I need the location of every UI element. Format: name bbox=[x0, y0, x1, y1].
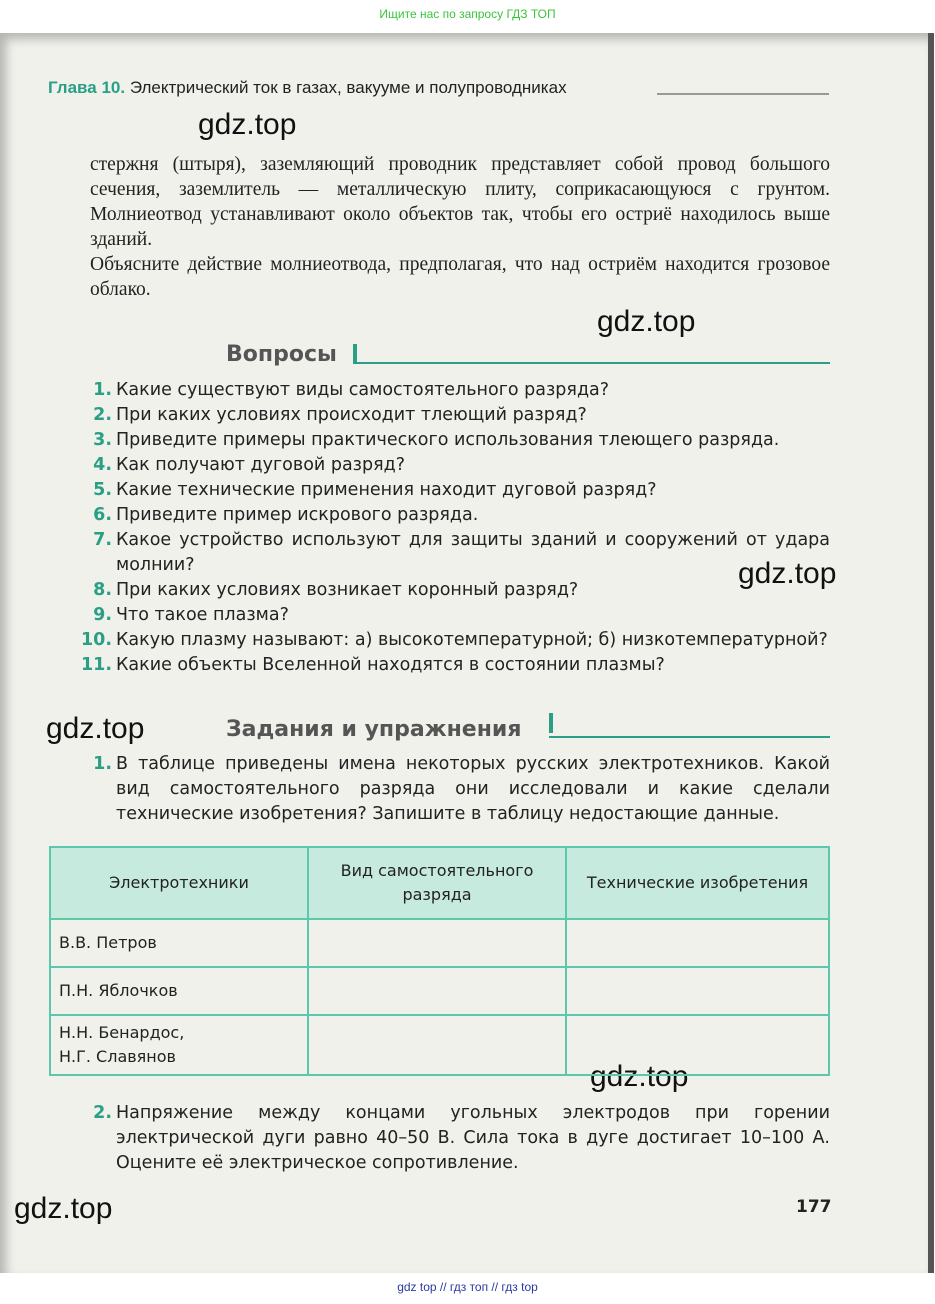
column-header: Технические изобретения bbox=[566, 847, 829, 919]
heading-rule bbox=[353, 362, 830, 364]
question-text: При каких условиях возникает коронный разряд? bbox=[116, 580, 579, 600]
footer-links[interactable]: gdz top // гдз топ // гдз top bbox=[397, 1280, 538, 1294]
paragraph-text: Объясните действие молниеотвода, предполагая, что над остриём находится грозовое облако. bbox=[90, 254, 830, 300]
question-text: Какие существуют виды самостоятельного разряда? bbox=[116, 380, 610, 400]
question-text: Приведите пример искрового разряда. bbox=[116, 505, 479, 525]
table-cell: Н.Н. Бенардос, Н.Г. Славянов bbox=[50, 1015, 308, 1075]
question-item bbox=[78, 503, 830, 528]
question-number: 4. bbox=[93, 455, 112, 475]
page-number: 177 bbox=[796, 1197, 832, 1217]
table-row bbox=[50, 919, 829, 967]
task-number: 1. bbox=[93, 754, 112, 774]
watermark: gdz.top bbox=[198, 108, 297, 141]
heading-rule bbox=[549, 736, 830, 738]
heading-bar bbox=[353, 344, 357, 364]
task-text: В таблице приведены имена некоторых русских электротехников. Какой вид самостоятельного разряда они исследовали и какие сделали технические изобретения? Запишите в таблицу недостающие данные. bbox=[116, 754, 830, 824]
task-number: 2. bbox=[93, 1103, 112, 1123]
watermark: gdz.top bbox=[14, 1192, 113, 1225]
electrical-engineers-table bbox=[49, 846, 830, 1076]
watermark: gdz.top bbox=[590, 1060, 689, 1093]
table-row bbox=[50, 1015, 829, 1075]
chapter-label: Глава 10. bbox=[48, 78, 126, 97]
task-text: Напряжение между концами угольных электродов при горении электрической дуги равно 40–50 В. Сила тока в дуге достигает 10–100 А. Оцените её электрическое сопротивление. bbox=[116, 1103, 830, 1173]
question-item bbox=[78, 653, 830, 678]
question-item bbox=[78, 528, 830, 578]
question-item bbox=[78, 453, 830, 478]
question-item bbox=[78, 628, 830, 653]
question-number: 7. bbox=[93, 530, 112, 550]
heading-bar bbox=[549, 713, 553, 733]
table-cell[interactable] bbox=[566, 967, 829, 1015]
watermark: gdz.top bbox=[597, 305, 696, 338]
task-1 bbox=[78, 752, 830, 827]
header-rule bbox=[657, 93, 829, 95]
question-text: Какое устройство используют для защиты зданий и сооружений от удара молнии? bbox=[116, 530, 830, 575]
question-item bbox=[78, 603, 830, 628]
questions-heading: Вопросы bbox=[226, 342, 337, 367]
body-paragraph bbox=[90, 152, 830, 302]
question-number: 9. bbox=[93, 605, 112, 625]
top-banner[interactable]: Ищите нас по запросу ГДЗ ТОП bbox=[379, 7, 556, 21]
question-text: Какие технические применения находит дуговой разряд? bbox=[116, 480, 657, 500]
table-cell[interactable] bbox=[308, 967, 566, 1015]
question-item bbox=[78, 578, 830, 603]
question-item bbox=[78, 378, 830, 403]
question-number: 6. bbox=[93, 505, 112, 525]
question-number: 3. bbox=[93, 430, 112, 450]
question-number: 11. bbox=[80, 655, 112, 675]
table-cell[interactable] bbox=[566, 919, 829, 967]
question-text: Какие объекты Вселенной находятся в состоянии плазмы? bbox=[116, 655, 665, 675]
question-text: Как получают дуговой разряд? bbox=[116, 455, 405, 475]
question-text: Какую плазму называют: а) высокотемпературной; б) низкотемпературной? bbox=[116, 630, 828, 650]
question-number: 2. bbox=[93, 405, 112, 425]
table-cell[interactable] bbox=[308, 919, 566, 967]
question-text: Что такое плазма? bbox=[116, 605, 289, 625]
table-cell: П.Н. Яблочков bbox=[50, 967, 308, 1015]
question-item bbox=[78, 428, 830, 453]
task-2 bbox=[78, 1101, 830, 1176]
watermark: gdz.top bbox=[738, 557, 837, 590]
questions-list bbox=[78, 378, 830, 678]
table-header-row bbox=[50, 847, 829, 919]
question-number: 1. bbox=[93, 380, 112, 400]
question-item bbox=[78, 403, 830, 428]
table-cell[interactable] bbox=[566, 1015, 829, 1075]
question-text: При каких условиях происходит тлеющий разряд? bbox=[116, 405, 587, 425]
column-header: Электротехники bbox=[50, 847, 308, 919]
chapter-header bbox=[48, 78, 567, 98]
question-number: 5. bbox=[93, 480, 112, 500]
question-number: 8. bbox=[93, 580, 112, 600]
watermark: gdz.top bbox=[46, 712, 145, 745]
table-cell: В.В. Петров bbox=[50, 919, 308, 967]
table-cell[interactable] bbox=[308, 1015, 566, 1075]
chapter-title: Электрический ток в газах, вакууме и полупроводниках bbox=[129, 78, 567, 97]
table-row bbox=[50, 967, 829, 1015]
question-item bbox=[78, 478, 830, 503]
question-number: 10. bbox=[80, 630, 112, 650]
question-text: Приведите примеры практического использования тлеющего разряда. bbox=[116, 430, 780, 450]
column-header: Вид самостоятельного разряда bbox=[308, 847, 566, 919]
paragraph-text: стержня (штыря), заземляющий проводник представляет собой провод большого сечения, заземлитель — металлическую плиту, соприкасающуюся с грунтом. Молниеотвод устанавливают около объектов так, чтобы его остриё находилось выше зданий. bbox=[90, 154, 830, 250]
tasks-heading: Задания и упражнения bbox=[226, 717, 522, 742]
